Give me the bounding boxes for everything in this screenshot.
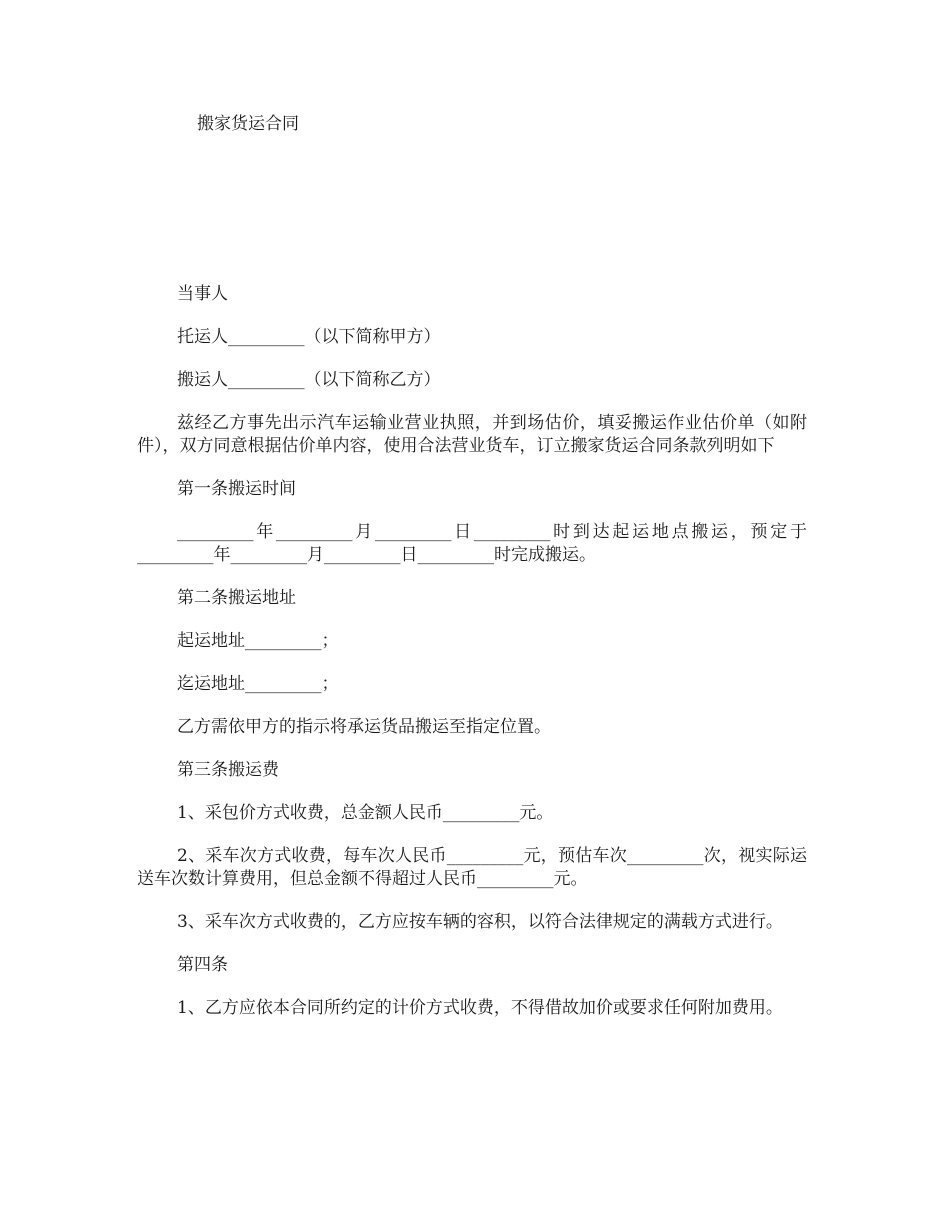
destination-address-line: 迄运地址_________； <box>177 674 339 694</box>
document-title: 搬家货运合同 <box>197 114 299 134</box>
article-2-instruction: 乙方需依甲方的指示将承运货品搬运至指定位置。 <box>177 717 551 737</box>
article-4-heading: 第四条 <box>177 955 228 975</box>
origin-address-line: 起运地址_________； <box>177 631 339 651</box>
article-1-time-clause: _________年_________月_________日_________时到达起运地点搬运，预定于_________年_________月_________日_________时完成搬运。 <box>137 522 807 565</box>
article-3-item-1: 1、采包价方式收费，总金额人民币_________元。 <box>177 803 554 823</box>
preamble-paragraph: 兹经乙方事先出示汽车运输业营业执照，并到场估价，填妥搬运作业估价单（如附件），双方同意根据估价单内容，使用合法营业货车，订立搬家货运合同条款列明如下 <box>137 413 807 456</box>
article-3-heading: 第三条搬运费 <box>177 760 279 780</box>
article-3-item-3: 3、采车次方式收费的，乙方应按车辆的容积，以符合法律规定的满载方式进行。 <box>177 912 783 932</box>
article-4-item-1: 1、乙方应依本合同所约定的计价方式收费，不得借故加价或要求任何附加费用。 <box>177 998 783 1018</box>
parties-heading: 当事人 <box>177 284 228 304</box>
carrier-line: 搬运人_________（以下简称乙方） <box>177 370 441 390</box>
shipper-line: 托运人_________（以下简称甲方） <box>177 327 441 347</box>
article-3-item-2: 2、采车次方式收费，每车次人民币_________元，预估车次_________次，视实际运送车次数计算费用，但总金额不得超过人民币_________元。 <box>137 846 807 889</box>
article-1-heading: 第一条搬运时间 <box>177 479 296 499</box>
document-body <box>137 283 807 1040</box>
article-2-heading: 第二条搬运地址 <box>177 588 296 608</box>
